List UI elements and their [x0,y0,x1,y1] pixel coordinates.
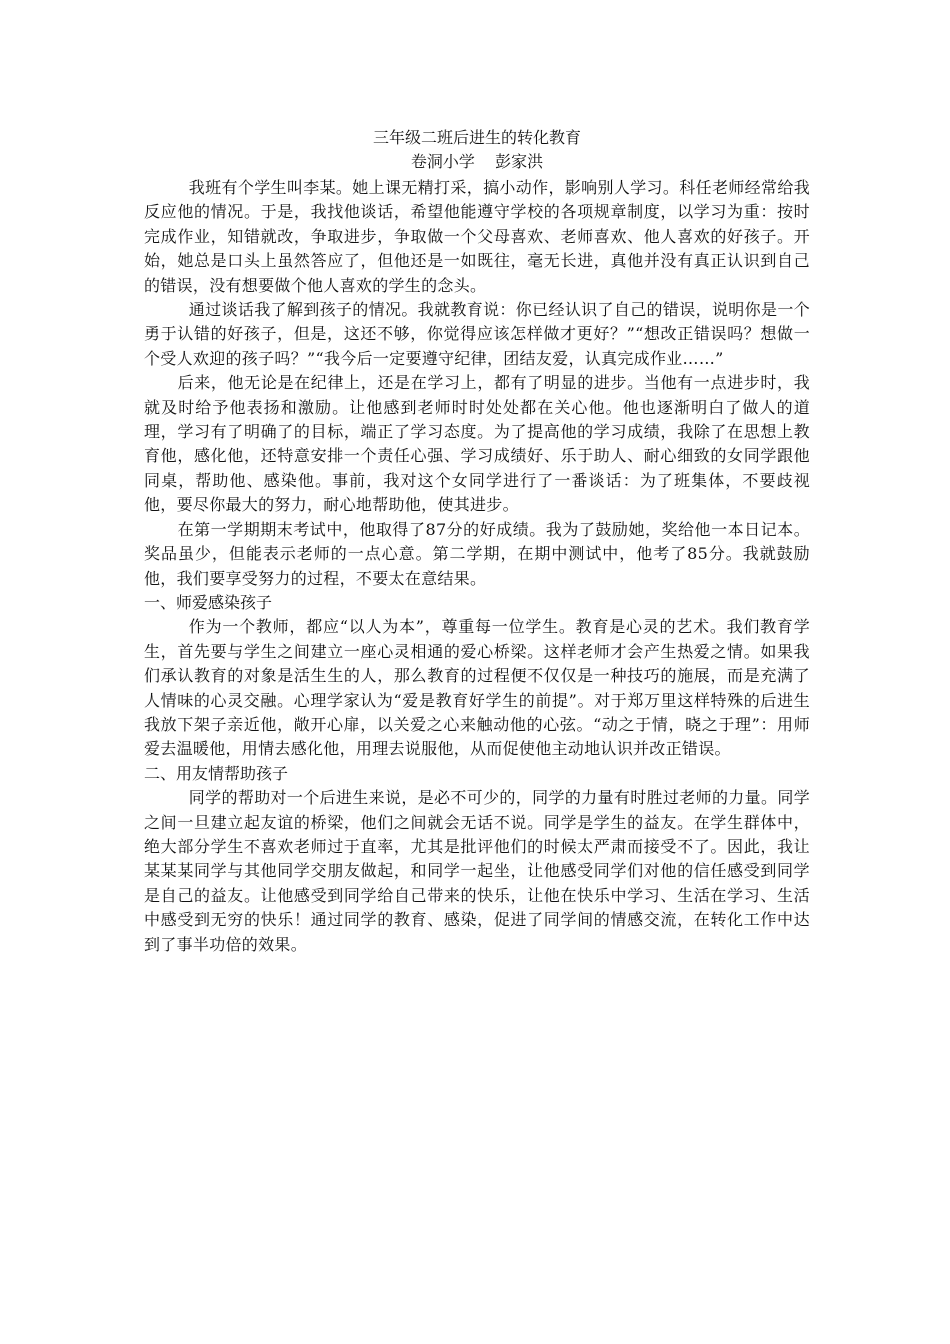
section-heading-friendship: 二、用友情帮助孩子 [144,763,289,783]
paragraph-progress: 后来，他无论是在纪律上，还是在学习上，都有了明显的进步。当他有一点进步时，我就及时给予他表扬和激励。让他感到老师时时处处都在关心他。他也逐渐明白了做人的道理，学习有了明确了的目标，端正了学习态度。为了提高他的学习成绩，我除了在思想上教育他，感化他，还特意安排一个责任心强、学习成绩好、乐于助人、耐心细致的女同学跟他同桌，帮助他、感染他。事前，我对这个女同学进行了一番谈话：为了班集体，不要歧视他，要尽你最大的努力，耐心地帮助他，使其进步。 [144,373,810,515]
paragraph-friendship: 同学的帮助对一个后进生来说，是必不可少的，同学的力量有时胜过老师的力量。同学之间一旦建立起友谊的桥梁，他们之间就会无话不说。同学是学生的益友。在学生群体中，绝大部分学生不喜欢老师过于直率，尤其是批评他们的时候太严肃而接受不了。因此，我让某某某同学与其他同学交朋友做起，和同学一起坐，让他感受同学们对他的信任感受到同学是自己的益友。让他感受到同学给自己带来的快乐，让他在快乐中学习、生活在学习、生活中感受到无穷的快乐！通过同学的教育、感染，促进了同学间的情感交流，在转化工作中达到了事半功倍的效果。 [144,788,810,954]
paragraph-conversation: 通过谈话我了解到孩子的情况。我就教育说：你已经认识了自己的错误，说明你是一个勇于认错的好孩子，但是，这还不够，你觉得应该怎样做才更好？”“想改正错误吗？想做一个受人欢迎的孩子吗？”“我今后一定要遵守纪律，团结友爱，认真完成作业……” [144,300,810,368]
paragraph-teacher-love: 作为一个教师，都应“以人为本”，尊重每一位学生。教育是心灵的艺术。我们教育学生，首先要与学生之间建立一座心灵相通的爱心桥梁。这样老师才会产生热爱之情。如果我们承认教育的对象是活生生的人，那么教育的过程便不仅仅是一种技巧的施展，而是充满了人情味的心灵交融。心理学家认为“爱是教育好学生的前提”。对于郑万里这样特殊的后进生我放下架子亲近他，敞开心扉，以关爱之心来触动他的心弦。“动之于情，晓之于理”：用师爱去温暖他，用情去感化他，用理去说服他，从而促使他主动地认识并改正错误。 [144,617,810,759]
document-author: 卷洞小学 彭家洪 [410,152,544,171]
paragraph-results: 在第一学期期末考试中，他取得了87分的好成绩。我为了鼓励她，奖给他一本日记本。奖品虽少，但能表示老师的一点心意。第二学期，在期中测试中，他考了85分。我就鼓励他，我们要享受努力的过程，不要太在意结果。 [144,519,810,588]
paragraph-intro: 我班有个学生叫李某。她上课无精打采，搞小动作，影响别人学习。科任老师经常给我反应他的情况。于是，我找他谈话，希望他能遵守学校的各项规章制度，以学习为重：按时完成作业，知错就改，争取进步，争取做一个父母喜欢、老师喜欢、他人喜欢的好孩子。开始，她总是口头上虽然答应了，但他还是一如既往，毫无长进，真他并没有真正认识到自己的错误，没有想要做个他人喜欢的学生的念头。 [144,178,810,295]
document-title: 三年级二班后进生的转化教育 [372,128,581,147]
section-heading-teacher-love: 一、师爱感染孩子 [144,592,273,612]
document-page [144,126,810,957]
